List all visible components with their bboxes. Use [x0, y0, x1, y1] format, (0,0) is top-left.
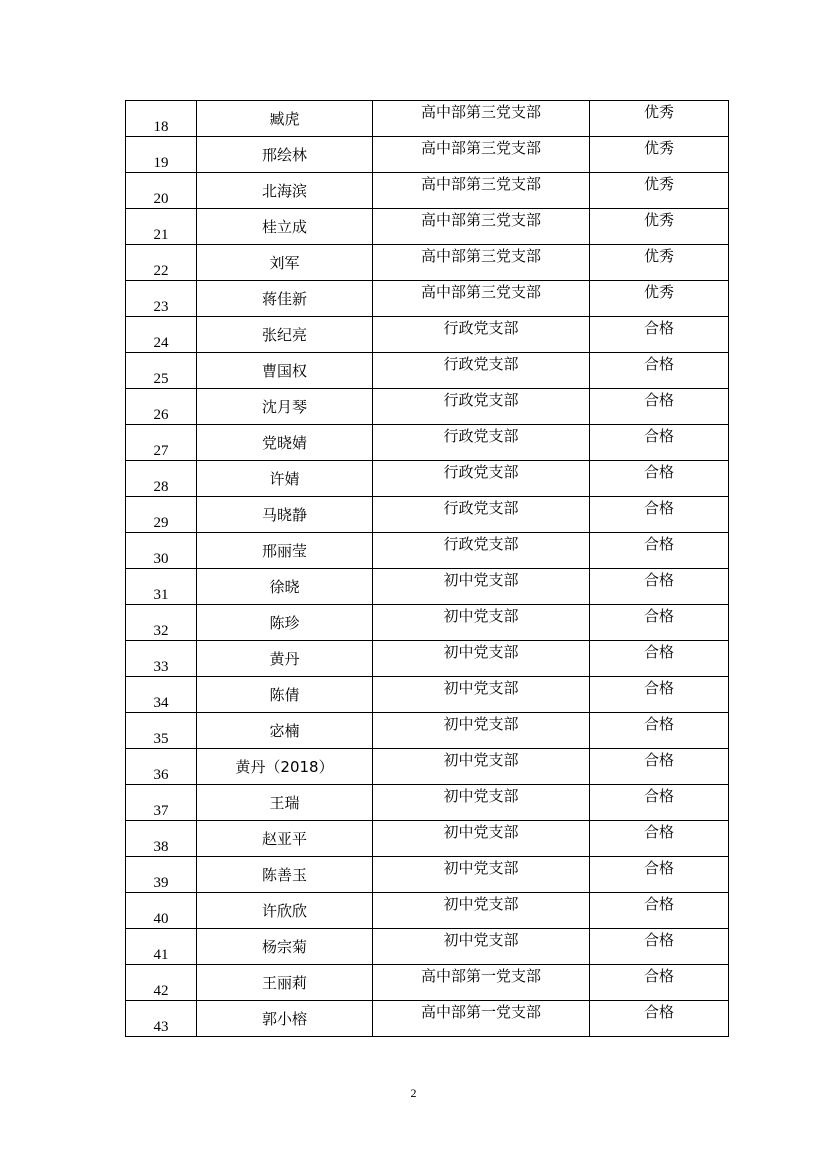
table-row: [126, 209, 729, 245]
member-name: 邢绘林: [197, 137, 373, 173]
row-number: 23: [126, 281, 197, 317]
row-number: 39: [126, 857, 197, 893]
member-name: 蒋佳新: [197, 281, 373, 317]
table-row: [126, 1001, 729, 1037]
party-branch: 高中部第三党支部: [373, 281, 590, 317]
party-branch: 高中部第三党支部: [373, 137, 590, 173]
row-number: 38: [126, 821, 197, 857]
row-number: 27: [126, 425, 197, 461]
evaluation-grade: 合格: [590, 857, 729, 893]
evaluation-grade: 合格: [590, 605, 729, 641]
table-row: [126, 677, 729, 713]
member-name: 郭小榕: [197, 1001, 373, 1037]
row-number: 22: [126, 245, 197, 281]
table-row: [126, 605, 729, 641]
table-row: [126, 821, 729, 857]
party-branch: 初中党支部: [373, 857, 590, 893]
member-name: 刘军: [197, 245, 373, 281]
party-branch: 行政党支部: [373, 425, 590, 461]
evaluation-grade: 合格: [590, 677, 729, 713]
evaluation-grade: 合格: [590, 389, 729, 425]
row-number: 29: [126, 497, 197, 533]
table-row: [126, 497, 729, 533]
member-name: 党晓婧: [197, 425, 373, 461]
evaluation-table: [125, 100, 729, 1037]
row-number: 41: [126, 929, 197, 965]
table-row: [126, 749, 729, 785]
party-branch: 初中党支部: [373, 713, 590, 749]
party-branch: 高中部第三党支部: [373, 245, 590, 281]
evaluation-grade: 合格: [590, 965, 729, 1001]
table-row: [126, 389, 729, 425]
row-number: 24: [126, 317, 197, 353]
evaluation-grade: 合格: [590, 749, 729, 785]
member-name: 许欣欣: [197, 893, 373, 929]
member-name: 许婧: [197, 461, 373, 497]
evaluation-grade: 合格: [590, 821, 729, 857]
party-branch: 初中党支部: [373, 677, 590, 713]
member-name: 桂立成: [197, 209, 373, 245]
row-number: 19: [126, 137, 197, 173]
evaluation-grade: 优秀: [590, 281, 729, 317]
member-name: 王瑞: [197, 785, 373, 821]
party-branch: 初中党支部: [373, 929, 590, 965]
party-branch: 行政党支部: [373, 389, 590, 425]
table-row: [126, 893, 729, 929]
evaluation-grade: 优秀: [590, 209, 729, 245]
table-row: [126, 641, 729, 677]
evaluation-grade: 合格: [590, 353, 729, 389]
party-branch: 高中部第三党支部: [373, 209, 590, 245]
member-name: 徐晓: [197, 569, 373, 605]
evaluation-grade: 合格: [590, 713, 729, 749]
member-name: 黄丹（2018）: [197, 749, 373, 785]
row-number: 32: [126, 605, 197, 641]
party-branch: 初中党支部: [373, 749, 590, 785]
evaluation-grade: 合格: [590, 569, 729, 605]
table-row: [126, 137, 729, 173]
member-name: 赵亚平: [197, 821, 373, 857]
table-row: [126, 317, 729, 353]
party-branch: 高中部第三党支部: [373, 173, 590, 209]
table-row: [126, 533, 729, 569]
row-number: 28: [126, 461, 197, 497]
party-branch: 初中党支部: [373, 641, 590, 677]
member-name: 陈善玉: [197, 857, 373, 893]
row-number: 21: [126, 209, 197, 245]
member-name: 黄丹: [197, 641, 373, 677]
member-name: 王丽莉: [197, 965, 373, 1001]
table-row: [126, 965, 729, 1001]
row-number: 40: [126, 893, 197, 929]
evaluation-grade: 优秀: [590, 173, 729, 209]
evaluation-grade: 优秀: [590, 137, 729, 173]
member-name: 邢丽莹: [197, 533, 373, 569]
row-number: 33: [126, 641, 197, 677]
table-row: [126, 353, 729, 389]
member-name: 北海滨: [197, 173, 373, 209]
member-name: 曹国权: [197, 353, 373, 389]
evaluation-grade: 合格: [590, 929, 729, 965]
member-name: 杨宗菊: [197, 929, 373, 965]
row-number: 30: [126, 533, 197, 569]
row-number: 36: [126, 749, 197, 785]
row-number: 20: [126, 173, 197, 209]
row-number: 35: [126, 713, 197, 749]
row-number: 31: [126, 569, 197, 605]
table-row: [126, 425, 729, 461]
row-number: 18: [126, 101, 197, 137]
member-name: 马晓静: [197, 497, 373, 533]
member-name: 宓楠: [197, 713, 373, 749]
evaluation-grade: 合格: [590, 497, 729, 533]
table-row: [126, 173, 729, 209]
party-branch: 高中部第一党支部: [373, 1001, 590, 1037]
member-name: 陈倩: [197, 677, 373, 713]
row-number: 26: [126, 389, 197, 425]
row-number: 34: [126, 677, 197, 713]
evaluation-grade: 合格: [590, 461, 729, 497]
evaluation-grade: 合格: [590, 785, 729, 821]
evaluation-grade: 优秀: [590, 101, 729, 137]
evaluation-grade: 优秀: [590, 245, 729, 281]
party-branch: 行政党支部: [373, 533, 590, 569]
party-branch: 初中党支部: [373, 785, 590, 821]
member-name: 臧虎: [197, 101, 373, 137]
evaluation-grade: 合格: [590, 533, 729, 569]
table-row: [126, 929, 729, 965]
table-row: [126, 101, 729, 137]
party-branch: 初中党支部: [373, 893, 590, 929]
evaluation-grade: 合格: [590, 641, 729, 677]
party-branch: 行政党支部: [373, 317, 590, 353]
row-number: 37: [126, 785, 197, 821]
evaluation-grade: 合格: [590, 893, 729, 929]
table-row: [126, 569, 729, 605]
evaluation-grade: 合格: [590, 425, 729, 461]
party-branch: 初中党支部: [373, 605, 590, 641]
table-row: [126, 245, 729, 281]
table-body: [126, 101, 729, 1037]
table-row: [126, 857, 729, 893]
evaluation-grade: 合格: [590, 317, 729, 353]
table-row: [126, 281, 729, 317]
member-name: 张纪亮: [197, 317, 373, 353]
row-number: 43: [126, 1001, 197, 1037]
page-number: 2: [410, 1086, 417, 1100]
party-branch: 行政党支部: [373, 461, 590, 497]
party-branch: 初中党支部: [373, 569, 590, 605]
row-number: 25: [126, 353, 197, 389]
evaluation-grade: 合格: [590, 1001, 729, 1037]
table-row: [126, 713, 729, 749]
party-branch: 高中部第一党支部: [373, 965, 590, 1001]
party-branch: 初中党支部: [373, 821, 590, 857]
party-branch: 高中部第三党支部: [373, 101, 590, 137]
row-number: 42: [126, 965, 197, 1001]
member-name: 沈月琴: [197, 389, 373, 425]
party-branch: 行政党支部: [373, 353, 590, 389]
table-row: [126, 785, 729, 821]
member-name: 陈珍: [197, 605, 373, 641]
party-branch: 行政党支部: [373, 497, 590, 533]
table-row: [126, 461, 729, 497]
